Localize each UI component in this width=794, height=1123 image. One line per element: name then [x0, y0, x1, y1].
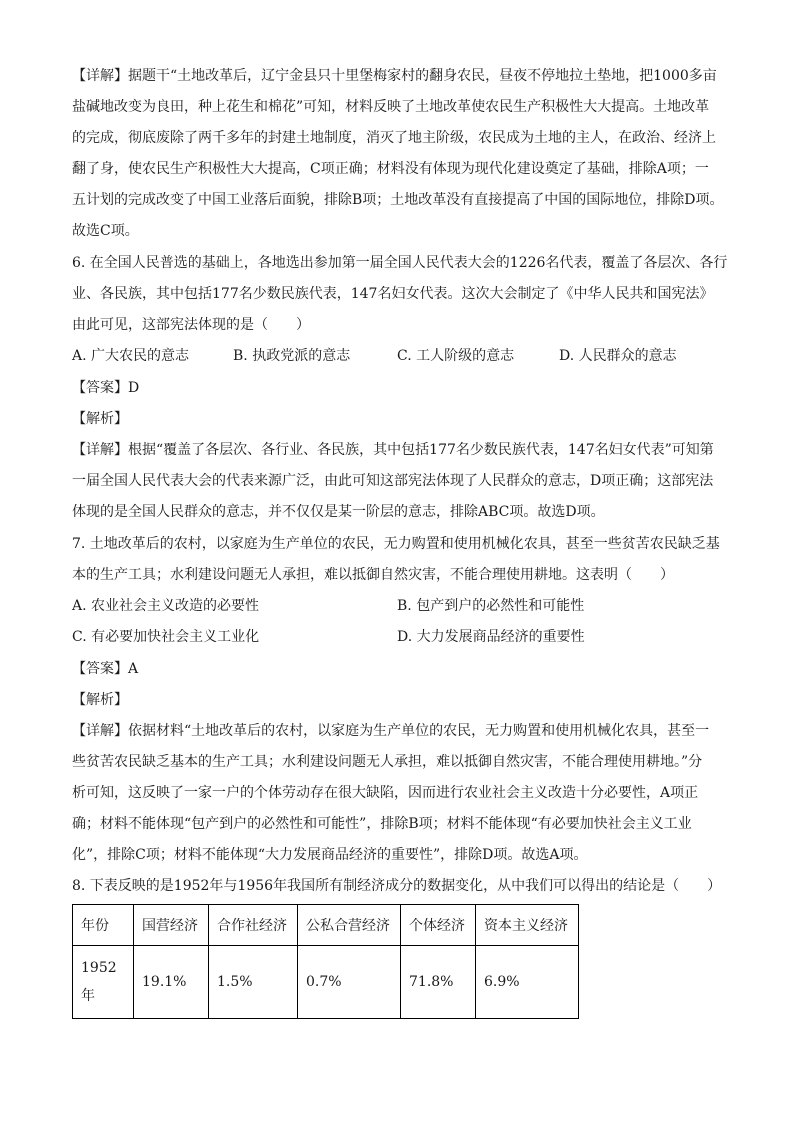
table-header-cell: 年份 [73, 905, 134, 946]
q5-detail-line: 盐碱地改变为良田，种上花生和棉花”可知，材料反映了土地改革使农民生产积极性大大提高。土地改革 [72, 99, 710, 115]
q7-detail-line: 化”，排除C项；材料不能体现“大力发展商品经济的重要性”，排除D项。故选A项。 [72, 847, 588, 863]
q7-detail-line: 【详解】依据材料“土地改革后的农村，以家庭为生产单位的农民，无力购置和使用机械化农具，甚至一 [72, 723, 710, 739]
q7-detail-line: 确；材料不能体现“包产到户的必然性和可能性”，排除B项；材料不能体现“有必要加快社会主义工业 [72, 816, 692, 832]
economy-table [72, 904, 579, 1019]
table-header-row [73, 905, 579, 946]
table-header-cell: 公私合营经济 [298, 905, 401, 946]
table-cell: 19.1% [134, 946, 209, 1019]
q6-option-c: C. 工人阶级的意志 [397, 348, 515, 364]
q5-detail-line: 故选C项。 [72, 223, 139, 239]
q5-detail-line: 翻了身，使农民生产积极性大大提高，C项正确；材料没有体现为现代化建设奠定了基础，排除A项；一 [72, 161, 709, 177]
q7-analysis-label: 【解析】 [72, 692, 128, 708]
q7-detail-line: 析可知，这反映了一家一户的个体劳动存在很大缺陷，因而进行农业社会主义改造十分必要性，A项正 [72, 785, 699, 801]
q6-stem-line: 由此可见，这部宪法体现的是（ ） [72, 317, 310, 333]
q6-detail-line: 一届全国人民代表大会的代表来源广泛，由此可知这部宪法体现了人民群众的意志，D项正确；这部宪法 [72, 473, 714, 489]
q6-option-b: B. 执政党派的意志 [233, 348, 351, 364]
q6-answer: 【答案】D [72, 380, 140, 396]
table-header-cell: 资本主义经济 [476, 905, 579, 946]
table-header-cell: 国营经济 [134, 905, 209, 946]
q7-answer: 【答案】A [72, 661, 139, 677]
q6-option-d: D. 人民群众的意志 [559, 348, 677, 364]
table-cell: 0.7% [298, 946, 401, 1019]
table-cell: 6.9% [476, 946, 579, 1019]
q5-detail-line: 的完成，彻底废除了两千多年的封建土地制度，消灭了地主阶级，农民成为土地的主人，在政治、经济上 [72, 130, 716, 146]
q8-stem: 8. 下表反映的是1952年与1956年我国所有制经济成分的数据变化，从中我们可以得出的结论是（ ） [72, 878, 722, 894]
table-header-cell: 合作社经济 [209, 905, 298, 946]
q7-option-d: D. 大力发展商品经济的重要性 [397, 629, 585, 645]
q5-detail-line: 五计划的完成改变了中国工业落后面貌，排除B项；土地改革没有直接提高了中国的国际地位，排除D项。 [72, 192, 724, 208]
table-cell: 71.8% [401, 946, 476, 1019]
table-cell: 1.5% [209, 946, 298, 1019]
table-row [73, 946, 579, 1019]
table-row-label [73, 946, 134, 1019]
q6-detail-line: 【详解】根据“覆盖了各层次、各行业、各民族，其中包括177名少数民族代表，147名妇女代表”可知第 [72, 442, 714, 458]
q6-stem-line: 业、各民族，其中包括177名少数民族代表，147名妇女代表。这次大会制定了《中华人民共和国宪法》 [72, 286, 714, 302]
q5-detail-line: 【详解】据题干“土地改革后，辽宁金县只十里堡梅家村的翻身农民，昼夜不停地拉土垫地，把1000多亩 [72, 68, 717, 84]
q7-option-c: C. 有必要加快社会主义工业化 [72, 629, 260, 645]
row-label-suffix: 年 [81, 988, 95, 1004]
q7-option-a: A. 农业社会主义改造的必要性 [72, 598, 260, 614]
row-label-year: 1952 [81, 960, 117, 976]
q6-option-a: A. 广大农民的意志 [72, 348, 190, 364]
q6-analysis-label: 【解析】 [72, 411, 128, 427]
q7-stem-line: 7. 土地改革后的农村，以家庭为生产单位的农民，无力购置和使用机械化农具，甚至一些贫苦农民缺乏基 [72, 536, 720, 552]
q7-stem-line: 本的生产工具；水利建设问题无人承担，难以抵御自然灾害，不能合理使用耕地。这表明（ ） [72, 567, 674, 583]
table-header-cell: 个体经济 [401, 905, 476, 946]
q7-detail-line: 些贫苦农民缺乏基本的生产工具；水利建设问题无人承担，难以抵御自然灾害，不能合理使用耕地。”分 [72, 754, 703, 770]
q6-detail-line: 体现的是全国人民群众的意志，并不仅仅是某一阶层的意志，排除ABC项。故选D项。 [72, 504, 605, 520]
q6-stem-line: 6. 在全国人民普选的基础上，各地选出参加第一届全国人民代表大会的1226名代表，覆盖了各层次、各行 [72, 255, 728, 271]
q7-option-b: B. 包产到户的必然性和可能性 [397, 598, 585, 614]
